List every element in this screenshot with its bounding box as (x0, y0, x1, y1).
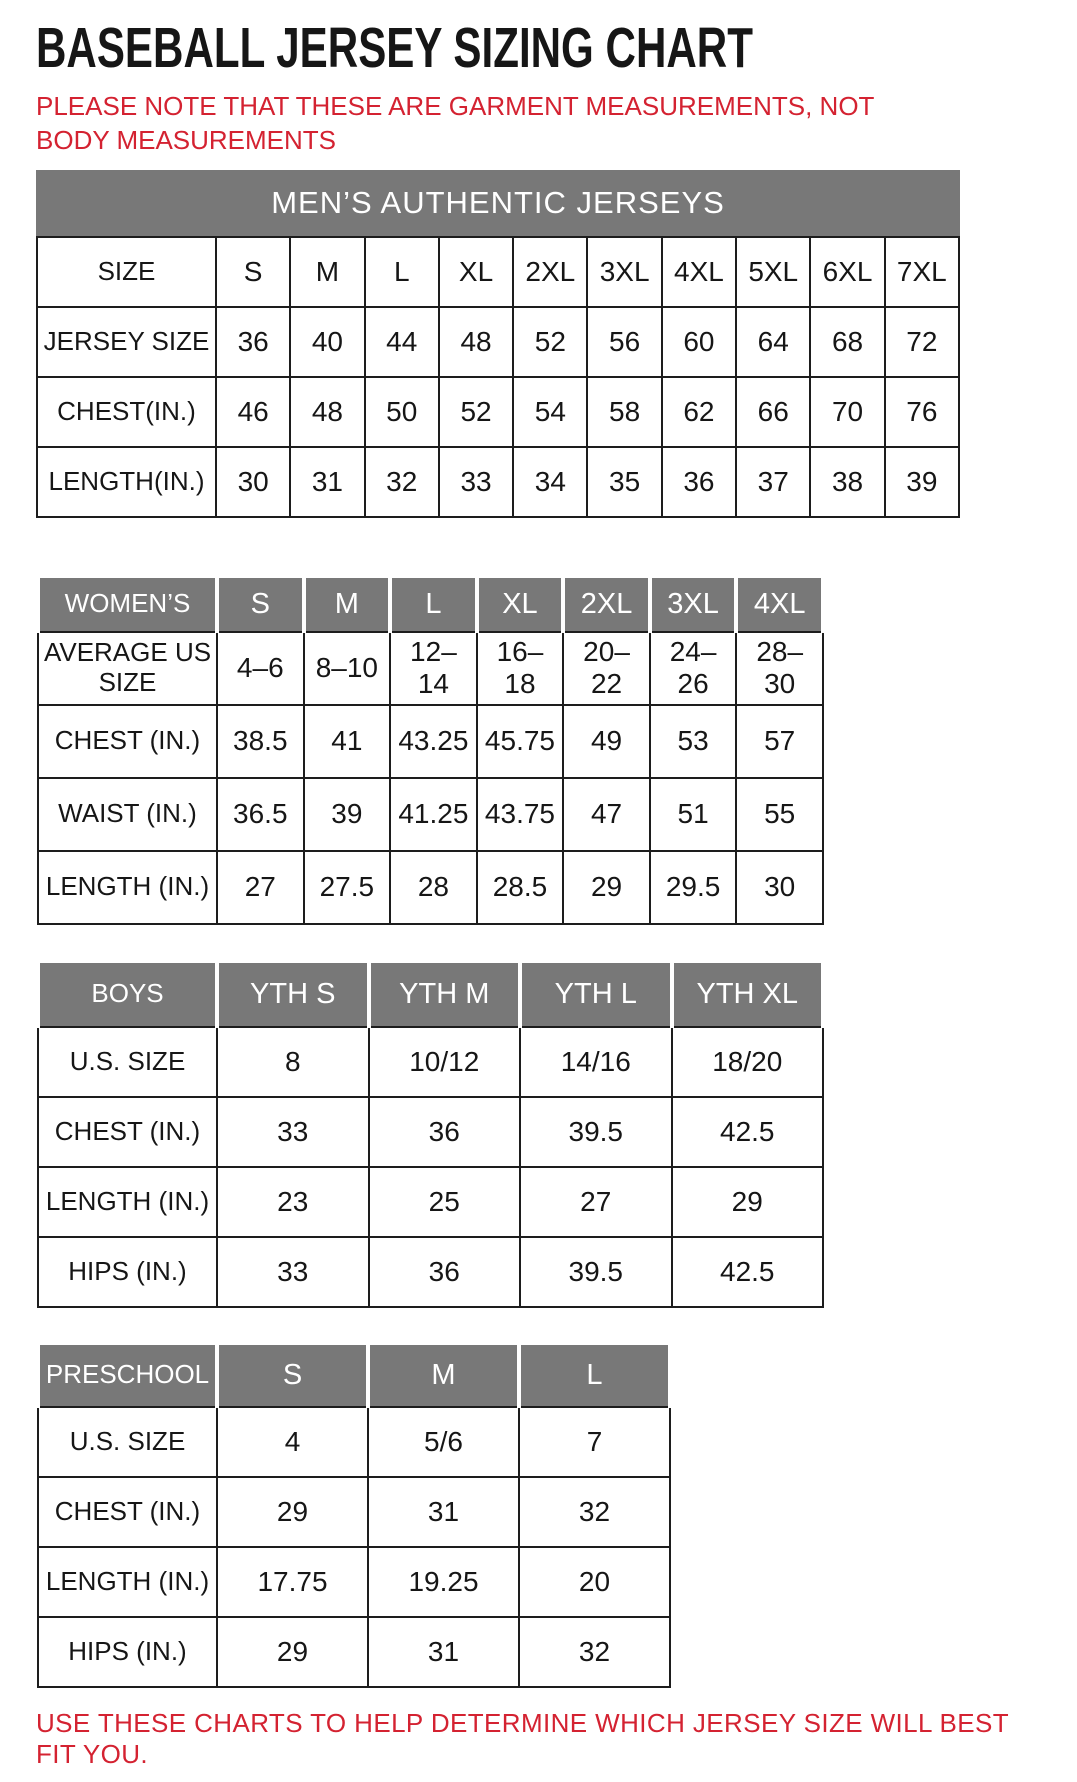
cell: 14/16 (520, 1027, 672, 1097)
cell: M (290, 237, 364, 307)
cell: 36 (369, 1237, 521, 1307)
table-row (38, 778, 823, 851)
size-column-header: M (368, 1343, 519, 1407)
cell: 44 (365, 307, 439, 377)
cell: 58 (587, 377, 661, 447)
cell: S (216, 237, 290, 307)
cell: 5/6 (368, 1407, 519, 1477)
cell: 43.75 (477, 778, 564, 851)
size-column-header: L (519, 1343, 670, 1407)
cell: 28.5 (477, 851, 564, 924)
cell: 68 (810, 307, 884, 377)
cell: 10/12 (369, 1027, 521, 1097)
table-title-cell: BOYS (38, 961, 217, 1027)
table-row (37, 237, 959, 307)
cell: 42.5 (672, 1097, 824, 1167)
cell: 31 (290, 447, 364, 517)
row-label: CHEST (IN.) (38, 1097, 217, 1167)
row-label: AVERAGE US SIZE (38, 632, 217, 705)
mens-table-section (36, 170, 1041, 518)
row-label: LENGTH (IN.) (38, 1547, 217, 1617)
womens-sizing-table (36, 574, 825, 925)
cell: 48 (439, 307, 513, 377)
cell: L (365, 237, 439, 307)
cell: 24–26 (650, 632, 737, 705)
cell: 50 (365, 377, 439, 447)
cell: 64 (736, 307, 810, 377)
size-column-header: M (304, 576, 391, 632)
cell: 20 (519, 1547, 670, 1617)
size-column-header: 3XL (650, 576, 737, 632)
table-row (38, 1407, 670, 1477)
preschool-sizing-table (36, 1341, 672, 1688)
row-label: WAIST (IN.) (38, 778, 217, 851)
cell: 54 (513, 377, 587, 447)
cell: 56 (587, 307, 661, 377)
cell: 4XL (662, 237, 736, 307)
cell: 16–18 (477, 632, 564, 705)
womens-table-section (36, 574, 1041, 925)
size-column-header: XL (477, 576, 564, 632)
garment-measurements-note: PLEASE NOTE THAT THESE ARE GARMENT MEASUREMENTS, NOT BODY MEASUREMENTS (36, 91, 874, 155)
cell: 52 (513, 307, 587, 377)
cell: 28–30 (736, 632, 823, 705)
mens-sizing-table (36, 236, 960, 518)
table-row (38, 632, 823, 705)
cell: 55 (736, 778, 823, 851)
cell: 29 (217, 1477, 368, 1547)
cell: 29 (563, 851, 650, 924)
row-label: U.S. SIZE (38, 1027, 217, 1097)
cell: 5XL (736, 237, 810, 307)
cell: 38.5 (217, 705, 304, 778)
cell: 47 (563, 778, 650, 851)
cell: 60 (662, 307, 736, 377)
table-row (38, 1547, 670, 1617)
size-column-header: S (217, 576, 304, 632)
cell: 8 (217, 1027, 369, 1097)
size-header-row (38, 961, 823, 1027)
cell: 23 (217, 1167, 369, 1237)
table-row (38, 705, 823, 778)
table-row (38, 1617, 670, 1687)
size-header-row (38, 576, 823, 632)
size-header-row (38, 1343, 670, 1407)
cell: XL (439, 237, 513, 307)
cell: 45.75 (477, 705, 564, 778)
footer-note: USE THESE CHARTS TO HELP DETERMINE WHICH JERSEY SIZE WILL BEST FIT YOU. (36, 1707, 1009, 1769)
cell: 76 (885, 377, 959, 447)
row-label: LENGTH (IN.) (38, 1167, 217, 1237)
cell: 8–10 (304, 632, 391, 705)
size-column-header: 4XL (736, 576, 823, 632)
cell: 4–6 (217, 632, 304, 705)
cell: 52 (439, 377, 513, 447)
cell: 4 (217, 1407, 368, 1477)
cell: 32 (519, 1477, 670, 1547)
cell: 72 (885, 307, 959, 377)
row-label: U.S. SIZE (38, 1407, 217, 1477)
cell: 37 (736, 447, 810, 517)
cell: 2XL (513, 237, 587, 307)
cell: 36 (369, 1097, 521, 1167)
row-label: LENGTH (IN.) (38, 851, 217, 924)
table-row (38, 1027, 823, 1097)
cell: 51 (650, 778, 737, 851)
cell: 25 (369, 1167, 521, 1237)
cell: 18/20 (672, 1027, 824, 1097)
cell: 27 (217, 851, 304, 924)
cell: 70 (810, 377, 884, 447)
cell: 62 (662, 377, 736, 447)
cell: 41.25 (390, 778, 477, 851)
cell: 42.5 (672, 1237, 824, 1307)
cell: 36.5 (217, 778, 304, 851)
table-title-cell: PRESCHOOL (38, 1343, 217, 1407)
row-label: LENGTH(IN.) (37, 447, 216, 517)
cell: 6XL (810, 237, 884, 307)
cell: 31 (368, 1617, 519, 1687)
cell: 49 (563, 705, 650, 778)
page-title: BASEBALL JERSEY SIZING CHART (36, 16, 753, 80)
mens-table-banner: MEN’S AUTHENTIC JERSEYS (36, 170, 960, 236)
cell: 46 (216, 377, 290, 447)
cell: 19.25 (368, 1547, 519, 1617)
cell: 17.75 (217, 1547, 368, 1617)
row-label: SIZE (37, 237, 216, 307)
cell: 30 (216, 447, 290, 517)
size-column-header: YTH M (369, 961, 521, 1027)
cell: 57 (736, 705, 823, 778)
cell: 33 (217, 1237, 369, 1307)
cell: 27.5 (304, 851, 391, 924)
boys-sizing-table (36, 959, 825, 1308)
cell: 33 (439, 447, 513, 517)
cell: 39 (885, 447, 959, 517)
table-row (37, 447, 959, 517)
cell: 7 (519, 1407, 670, 1477)
cell: 3XL (587, 237, 661, 307)
cell: 33 (217, 1097, 369, 1167)
cell: 35 (587, 447, 661, 517)
preschool-table-section (36, 1341, 1041, 1688)
cell: 38 (810, 447, 884, 517)
cell: 43.25 (390, 705, 477, 778)
cell: 66 (736, 377, 810, 447)
table-row (37, 377, 959, 447)
cell: 39.5 (520, 1237, 672, 1307)
row-label: CHEST(IN.) (37, 377, 216, 447)
row-label: CHEST (IN.) (38, 1477, 217, 1547)
cell: 53 (650, 705, 737, 778)
cell: 40 (290, 307, 364, 377)
table-row (37, 307, 959, 377)
cell: 41 (304, 705, 391, 778)
row-label: CHEST (IN.) (38, 705, 217, 778)
table-title-cell: WOMEN’S (38, 576, 217, 632)
table-row (38, 1477, 670, 1547)
table-row (38, 1167, 823, 1237)
row-label: HIPS (IN.) (38, 1617, 217, 1687)
boys-table-section (36, 959, 1041, 1308)
cell: 31 (368, 1477, 519, 1547)
size-column-header: L (390, 576, 477, 632)
cell: 34 (513, 447, 587, 517)
table-row (38, 1237, 823, 1307)
size-column-header: YTH L (520, 961, 672, 1027)
cell: 28 (390, 851, 477, 924)
table-row (38, 1097, 823, 1167)
row-label: JERSEY SIZE (37, 307, 216, 377)
cell: 27 (520, 1167, 672, 1237)
cell: 29.5 (650, 851, 737, 924)
cell: 7XL (885, 237, 959, 307)
cell: 36 (662, 447, 736, 517)
cell: 20–22 (563, 632, 650, 705)
cell: 12–14 (390, 632, 477, 705)
size-column-header: YTH XL (672, 961, 824, 1027)
size-column-header: S (217, 1343, 368, 1407)
cell: 39.5 (520, 1097, 672, 1167)
table-row (38, 851, 823, 924)
size-column-header: YTH S (217, 961, 369, 1027)
cell: 48 (290, 377, 364, 447)
cell: 30 (736, 851, 823, 924)
size-column-header: 2XL (563, 576, 650, 632)
cell: 29 (217, 1617, 368, 1687)
cell: 36 (216, 307, 290, 377)
row-label: HIPS (IN.) (38, 1237, 217, 1307)
cell: 29 (672, 1167, 824, 1237)
cell: 32 (519, 1617, 670, 1687)
cell: 32 (365, 447, 439, 517)
cell: 39 (304, 778, 391, 851)
